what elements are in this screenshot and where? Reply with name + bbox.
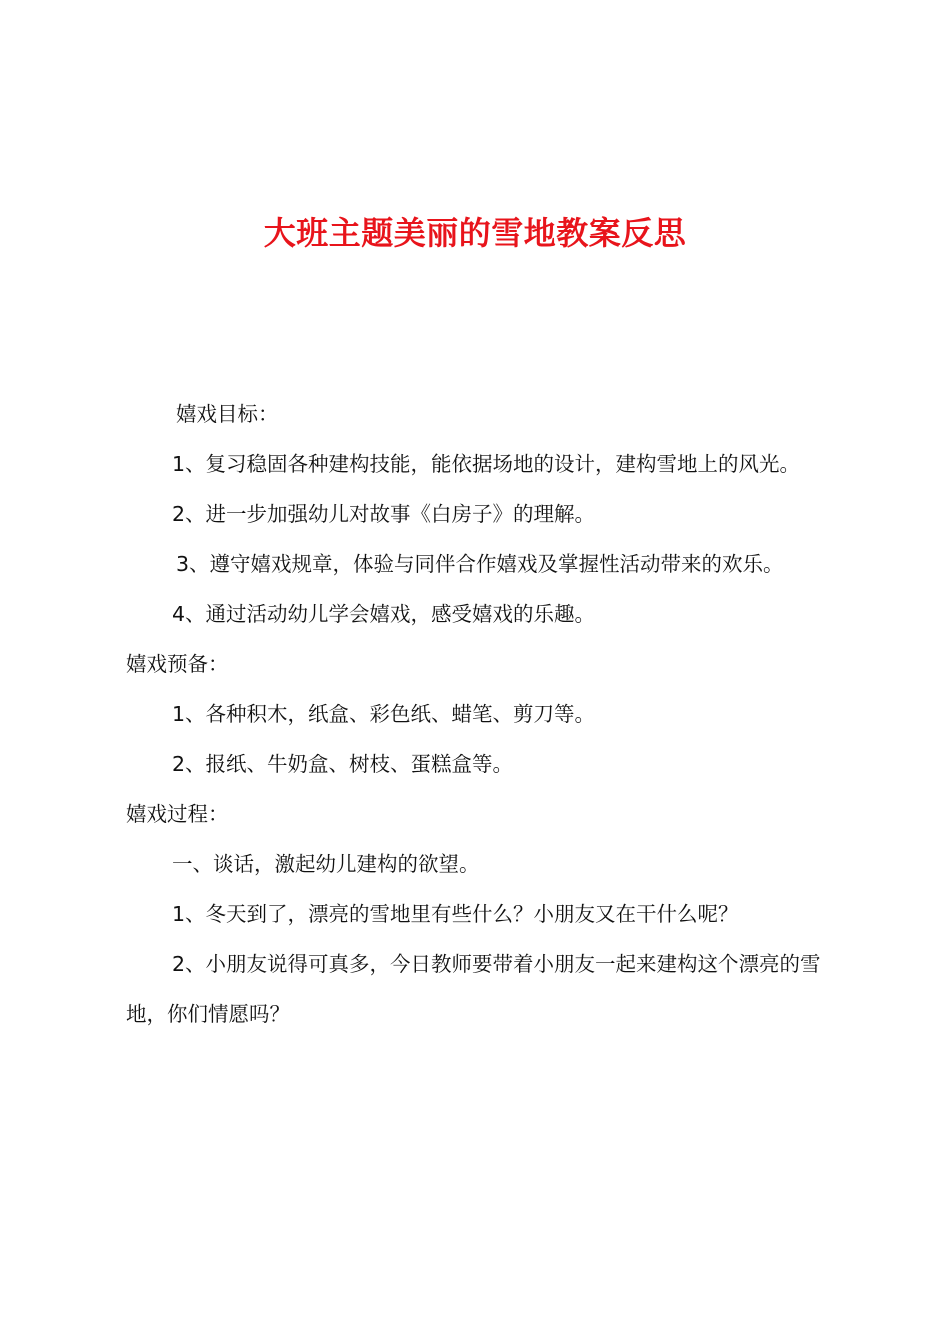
paragraph-goal-4: 4、通过活动幼儿学会嬉戏，感受嬉戏的乐趣。 xyxy=(172,602,596,626)
paragraph-preparation-heading: 嬉戏预备： xyxy=(126,652,229,676)
paragraph-process-1: 1、冬天到了，漂亮的雪地里有些什么？小朋友又在干什么呢？ xyxy=(172,902,739,926)
document-body xyxy=(126,389,836,1039)
paragraph-goal-3: 3、遵守嬉戏规章，体验与同伴合作嬉戏及掌握性活动带来的欢乐。 xyxy=(176,552,784,576)
paragraph-process-2: 2、小朋友说得可真多，今日教师要带着小朋友一起来建构这个漂亮的雪地，你们情愿吗？ xyxy=(126,952,821,1026)
document-title: 大班主题美丽的雪地教案反思 xyxy=(263,214,687,252)
paragraph-process-heading: 嬉戏过程： xyxy=(126,802,229,826)
paragraph-game-goals-heading: 嬉戏目标： xyxy=(176,402,279,426)
paragraph-goal-1: 1、复习稳固各种建构技能，能依据场地的设计，建构雪地上的风光。 xyxy=(172,452,801,476)
paragraph-preparation-2: 2、报纸、牛奶盒、树枝、蛋糕盒等。 xyxy=(172,752,514,776)
paragraph-goal-2: 2、进一步加强幼儿对故事《白房子》的理解。 xyxy=(172,502,596,526)
paragraph-process-step-1: 一、谈话，激起幼儿建构的欲望。 xyxy=(172,852,480,876)
paragraph-preparation-1: 1、各种积木，纸盒、彩色纸、蜡笔、剪刀等。 xyxy=(172,702,596,726)
